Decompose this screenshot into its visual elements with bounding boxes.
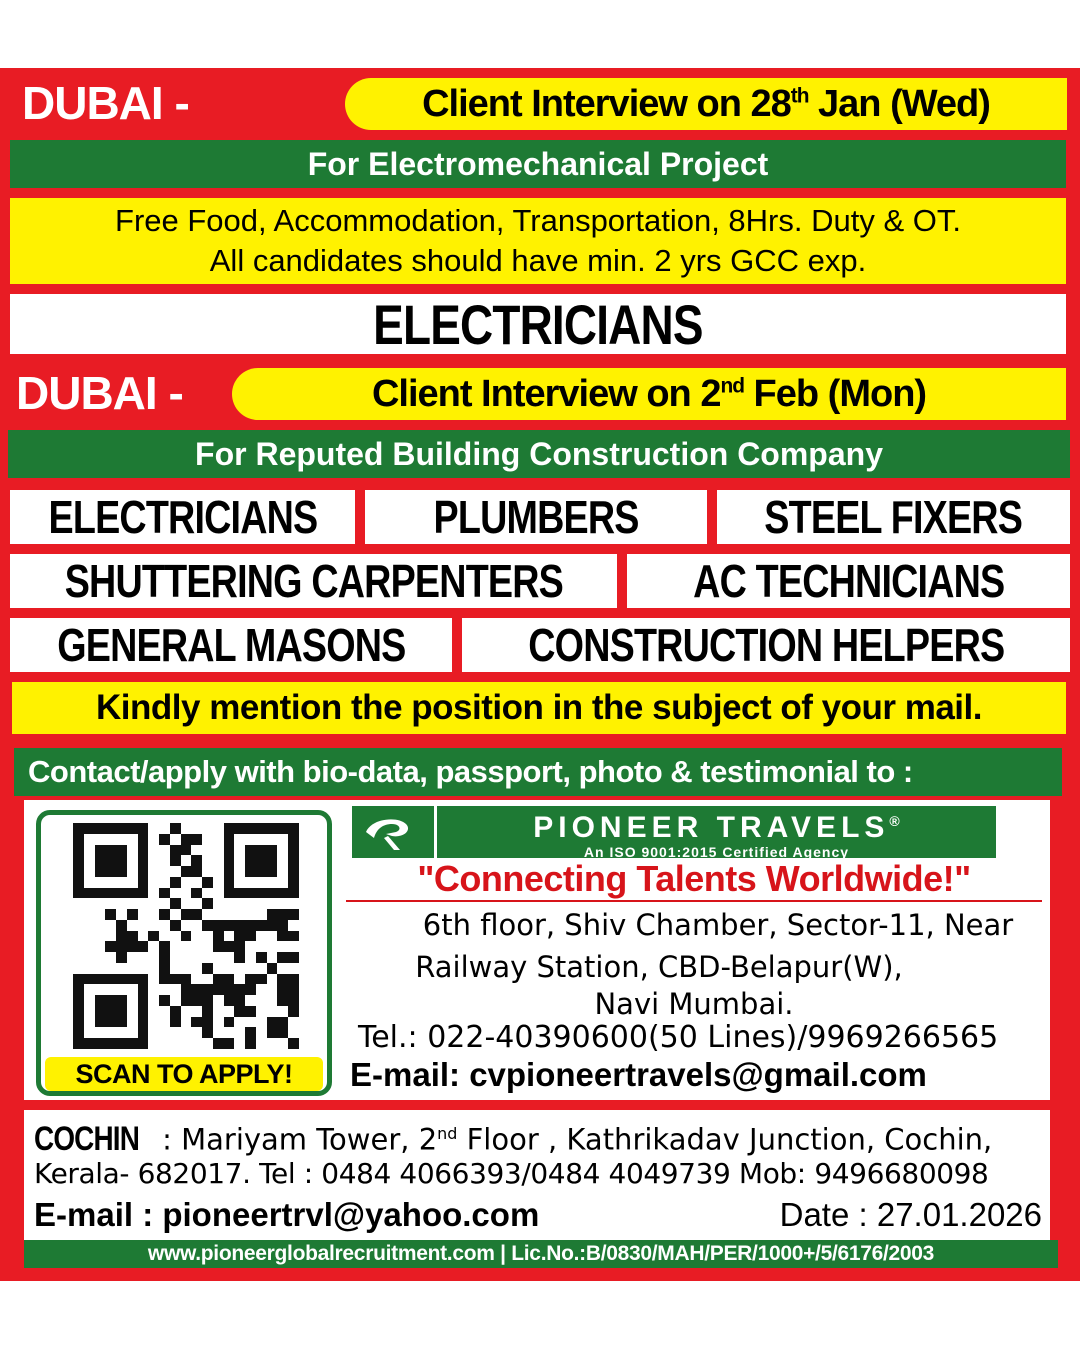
interview-date: Client Interview on 2nd Feb (Mon): [371, 372, 927, 415]
interview-banner-2: [232, 368, 1066, 420]
subject-note-text: Kindly mention the position in the subject of your mail.: [96, 688, 982, 727]
city-name: DUBAI -: [16, 367, 183, 419]
qr-code-icon[interactable]: [73, 823, 299, 1049]
brand-header: [352, 806, 996, 858]
post-date: Date : 27.01.2026: [779, 1196, 1042, 1233]
benefits-line: Free Food, Accommodation, Transportation, 8Hrs. Duty & OT.: [115, 203, 961, 238]
position-box-electricians-1: [10, 294, 1066, 354]
position-electricians: ELECTRICIANS: [48, 491, 317, 543]
position-plumbers: PLUMBERS: [433, 491, 639, 543]
interview-banner-1: [345, 78, 1067, 130]
position-general-masons: GENERAL MASONS: [56, 619, 406, 671]
position-box-general-masons: [10, 618, 452, 672]
position-title: ELECTRICIANS: [373, 292, 703, 356]
company-title: For Reputed Building Construction Company: [195, 435, 883, 472]
cochin-address-line2: Kerala- 682017. Tel : 0484 4066393/0484 4049739 Mob: 9496680098: [34, 1157, 989, 1190]
position-construction-helpers: CONSTRUCTION HELPERS: [527, 619, 1005, 671]
position-box-plumbers: [365, 490, 707, 544]
slogan: "Connecting Talents Worldwide!": [417, 858, 971, 899]
position-ac-technicians: AC TECHNICIANS: [692, 555, 1005, 607]
address-line: Railway Station, CBD-Belapur(W),: [415, 950, 903, 984]
position-shuttering-carpenters: SHUTTERING CARPENTERS: [64, 555, 563, 607]
address-block: [346, 904, 1042, 1020]
brand-tagline: An ISO 9001:2015 Certified Agency: [583, 843, 850, 860]
scan-label-box: [45, 1057, 323, 1091]
footer-bar: [24, 1240, 1058, 1268]
position-steel-fixers: STEEL FIXERS: [764, 491, 1023, 543]
address-line: Navi Mumbai.: [594, 987, 794, 1021]
brand-text: [437, 805, 996, 860]
city-label-1: [10, 74, 340, 132]
company-bar: [8, 430, 1070, 478]
interview-date: Client Interview on 28th Jan (Wed): [422, 82, 990, 125]
position-box-electricians: [10, 490, 355, 544]
email-cochin[interactable]: E-mail : pioneertrvl@yahoo.com: [34, 1196, 540, 1233]
project-title: For Electromechanical Project: [307, 145, 769, 182]
subject-note: [12, 682, 1066, 734]
telephone: Tel.: 022-40390600(50 Lines)/9969266565: [358, 1020, 999, 1055]
contact-heading: Contact/apply with bio-data, passport, photo & testimonial to :: [28, 754, 913, 789]
position-box-shuttering-carpenters: [10, 554, 617, 608]
cochin-label: COCHIN: [34, 1119, 140, 1158]
website-license[interactable]: www.pioneerglobalrecruitment.com | Lic.No.:B/0830/MAH/PER/1000+/5/6176/2003: [147, 1242, 935, 1265]
slogan-box: [346, 858, 1042, 902]
pioneer-logo-icon: [352, 806, 437, 858]
position-box-ac-technicians: [627, 554, 1070, 608]
project-bar: [10, 140, 1066, 188]
city-name: DUBAI -: [22, 77, 189, 129]
cochin-address-line1: COCHIN : Mariyam Tower, 2nd Floor , Kathrikadav Junction, Cochin,: [34, 1119, 993, 1158]
position-box-construction-helpers: [462, 618, 1070, 672]
contact-heading-bar: [14, 748, 1062, 796]
brand-name: PIONEER TRAVELS®: [533, 810, 900, 844]
experience-line: All candidates should have min. 2 yrs GCC exp.: [209, 243, 867, 278]
qr-frame: [36, 810, 332, 1096]
email-mumbai[interactable]: E-mail: cvpioneertravels@gmail.com: [350, 1056, 927, 1093]
position-box-steel-fixers: [717, 490, 1070, 544]
benefits-box: [10, 198, 1066, 284]
address-line: 6th floor, Shiv Chamber, Sector-11, Near: [422, 908, 1014, 942]
city-label-2: [10, 364, 240, 422]
scan-to-apply-label: SCAN TO APPLY!: [75, 1058, 293, 1089]
